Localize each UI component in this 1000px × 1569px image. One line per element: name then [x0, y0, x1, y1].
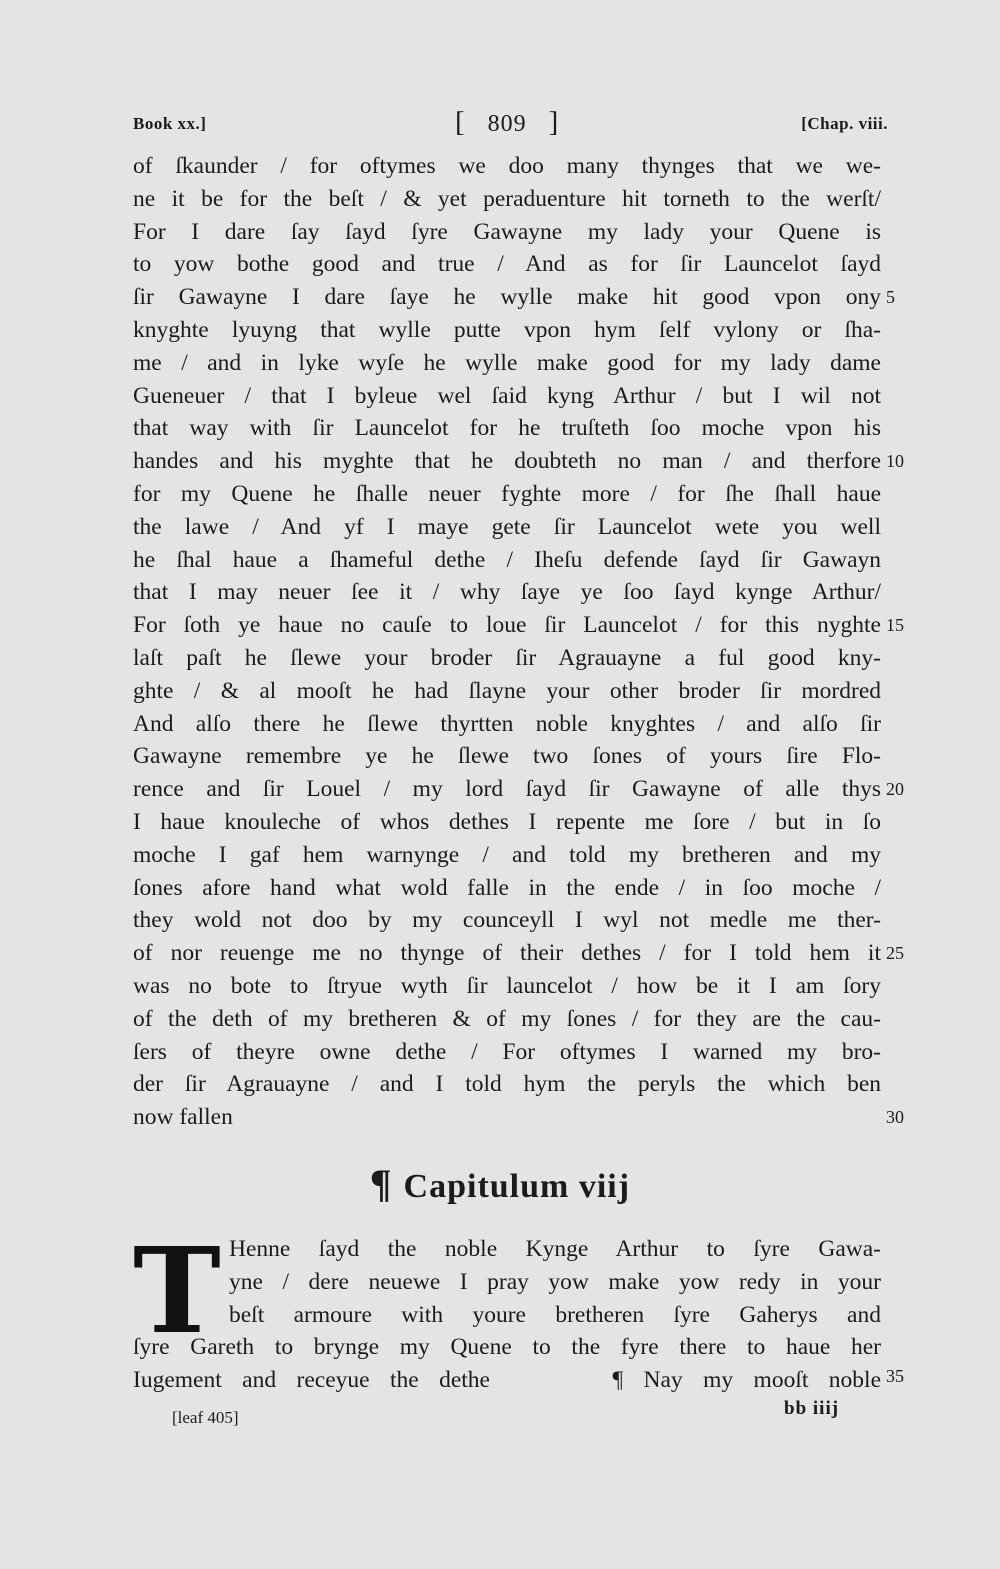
text-line: rence and ſir Louel / my lord ſayd ſir Gawayne of alle thys	[133, 776, 881, 803]
text-line: knyghte lyuyng that wylle putte vpon hym ſelf vylony or ſha-	[133, 316, 881, 343]
line-number: 15	[886, 615, 904, 635]
body-text	[133, 150, 881, 1134]
page-number: 809	[487, 111, 527, 137]
text-line: der ſir Agrauayne / and I told hym the peryls the which ben	[133, 1071, 881, 1098]
text-line: Gueneuer / that I byleue wel ſaid kyng Arthur / but I wil not	[133, 382, 881, 409]
text-line: Iugement and receyue the dethe ¶ Nay my mooſt noble	[133, 1367, 881, 1394]
line-number: 5	[886, 287, 895, 307]
text-line: I haue knouleche of whos dethes I repente me ſore / but in ſo	[133, 808, 881, 835]
line-number: 30	[886, 1107, 904, 1127]
running-head-book: Book xx.]	[133, 114, 207, 133]
text-line: And alſo there he ſlewe thyrtten noble knyghtes / and alſo ſir	[133, 710, 881, 737]
drop-cap-initial: T	[133, 1221, 221, 1360]
pilcrow-icon: ¶	[369, 1161, 392, 1206]
text-line: that I may neuer ſee it / why ſaye ye ſoo ſayd kynge Arthur/	[133, 579, 881, 606]
text-line: yne / dere neuewe I pray yow make yow redy in your	[229, 1268, 881, 1295]
text-line: they wold not doo by my counceyll I wyl not medle me ther-	[133, 907, 881, 934]
text-line: For ſoth ye haue no cauſe to loue ſir Launcelot / for this nyghte	[133, 612, 881, 639]
text-line: For I dare ſay ſayd ſyre Gawayne my lady your Quene is	[133, 218, 881, 245]
text-line: Gawayne remembre ye he ſlewe two ſones of yours ſire Flo-	[133, 743, 881, 770]
line-number: 25	[886, 943, 904, 963]
text-line: Henne ſayd the noble Kynge Arthur to ſyre Gawa-	[229, 1236, 881, 1262]
text-line: ſers of theyre owne dethe / For oftymes I warned my bro-	[133, 1038, 881, 1065]
text-line: beſt armoure with youre bretheren ſyre Gaherys and	[229, 1301, 881, 1328]
line-number: 35	[886, 1366, 904, 1386]
text-line: ne it be for the beſt / & yet peraduenture hit torneth to the werſt/	[133, 185, 881, 212]
text-line: now fallen	[133, 1104, 233, 1131]
text-line: the lawe / And yf I maye gete ſir Launcelot wete you well	[133, 513, 881, 540]
text-line: to yow bothe good and true / And as for ſir Launcelot ſayd	[133, 251, 881, 278]
text-line: moche I gaf hem warnynge / and told my bretheren and my	[133, 841, 881, 868]
line-number: 10	[886, 451, 904, 471]
text-line: for my Quene he ſhalle neuer fyghte more / for ſhe ſhall haue	[133, 480, 881, 507]
text-line: of nor reuenge me no thynge of their dethes / for I told hem it	[133, 940, 881, 967]
chapter-text	[133, 1221, 881, 1397]
text-line: laſt paſt he ſlewe your broder ſir Agrauayne a ful good kny-	[133, 644, 881, 671]
leaf-note: [leaf 405]	[172, 1408, 239, 1427]
bracket-open: [	[455, 106, 466, 138]
text-line: ſir Gawayne I dare ſaye he wylle make hit good vpon ony	[133, 284, 881, 311]
text-line: was no bote to ſtryue wyth ſir launcelot / how be it I am ſory	[133, 972, 881, 999]
text-line: me / and in lyke wyſe he wylle make good for my lady dame	[133, 349, 881, 376]
running-head-chapter: [Chap. viii.	[801, 114, 888, 133]
text-line: of ſkaunder / for oftymes we doo many thynges that we we-	[133, 153, 881, 179]
text-line: that way with ſir Launcelot for he truſteth ſoo moche vpon his	[133, 415, 881, 442]
running-head	[133, 106, 888, 140]
text-line: he ſhal haue a ſhameful dethe / Iheſu defende ſayd ſir Gawayn	[133, 546, 881, 573]
text-line: ſyre Gareth to brynge my Quene to the fyre there to haue her	[133, 1334, 881, 1361]
line-number: 20	[886, 779, 904, 799]
text-line: handes and his myghte that he doubteth no man / and therfore	[133, 448, 881, 475]
text-line: ſones afore hand what wold falle in the ende / in ſoo moche /	[133, 874, 881, 901]
chapter-heading: Capitulum viij	[403, 1168, 631, 1205]
signature-mark: bb iiij	[784, 1398, 840, 1419]
chapter-heading-block	[0, 1160, 1000, 1207]
bracket-close: ]	[548, 106, 560, 138]
page-number-block	[455, 106, 559, 139]
text-line: ghte / & al mooſt he had ſlayne your other broder ſir mordred	[133, 677, 881, 704]
text-line: of the deth of my bretheren & of my ſones / for they are the cau-	[133, 1005, 881, 1032]
